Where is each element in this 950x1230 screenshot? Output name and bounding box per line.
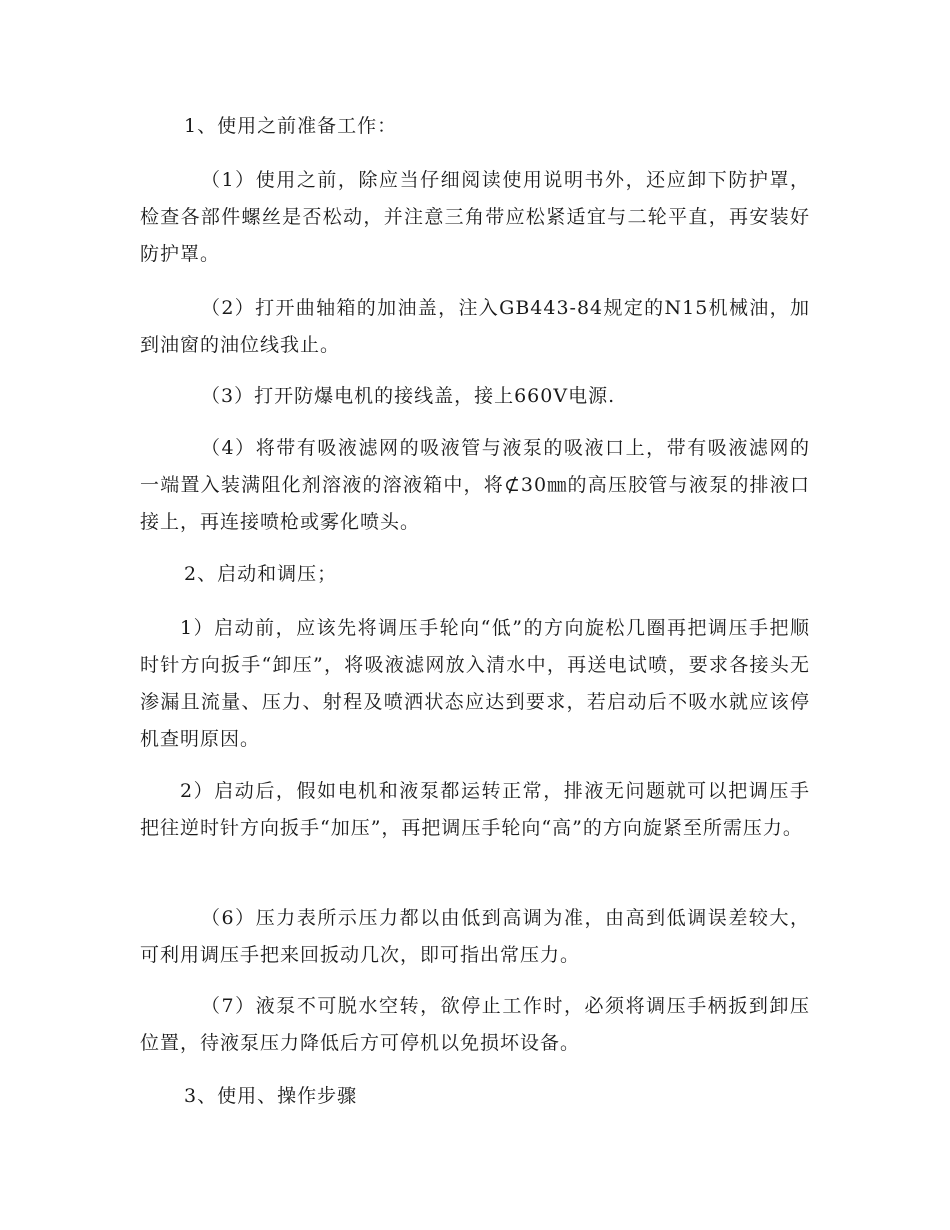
- paragraph-step-4: （4）将带有吸液滤网的吸液管与液泵的吸液口上，带有吸液滤网的一端置入装满阻化剂溶液的溶液箱中，将⊄30㎜的高压胶管与液泵的排液口接上，再连接喷枪或雾化喷头。: [140, 437, 810, 533]
- paragraph-after-start: 2）启动后，假如电机和液泵都运转正常，排液无问题就可以把调压手把往逆时针方向扳手“加压”，再把调压手轮向“高”的方向旋紧至所需压力。: [140, 780, 810, 839]
- paragraph-step-6: （6）压力表所示压力都以由低到高调为准，由高到低调误差较大，可利用调压手把来回扳动几次，即可指出常压力。: [140, 907, 810, 966]
- section-heading-operation-steps: 3、使用、操作步骤: [184, 1085, 358, 1107]
- paragraph-step-2: （2）打开曲轴箱的加油盖，注入GB443-84规定的N15机械油，加到油窗的油位线我止。: [140, 297, 810, 356]
- paragraph-step-3: （3）打开防爆电机的接线盖，接上660V电源.: [201, 385, 616, 407]
- paragraph-before-start: 1）启动前，应该先将调压手轮向“低”的方向旋松几圈再把调压手把顺时针方向扳手“卸压”，将吸液滤网放入清水中，再送电试喷，要求各接头无渗漏且流量、压力、射程及喷洒状态应达到要求，若启动后不吸水就应该停机查明原因。: [140, 617, 810, 750]
- section-heading-preparation: 1、使用之前准备工作：: [184, 115, 398, 137]
- section-heading-start-and-pressure: 2、启动和调压；: [184, 563, 338, 585]
- paragraph-step-7: （7）液泵不可脱水空转，欲停止工作时，必须将调压手柄扳到卸压位置，待液泵压力降低后方可停机以免损坏设备。: [140, 995, 810, 1054]
- paragraph-step-1: （1）使用之前，除应当仔细阅读使用说明书外，还应卸下防护罩，检查各部件螺丝是否松动，并注意三角带应松紧适宜与二轮平直，再安装好防护罩。: [140, 169, 810, 265]
